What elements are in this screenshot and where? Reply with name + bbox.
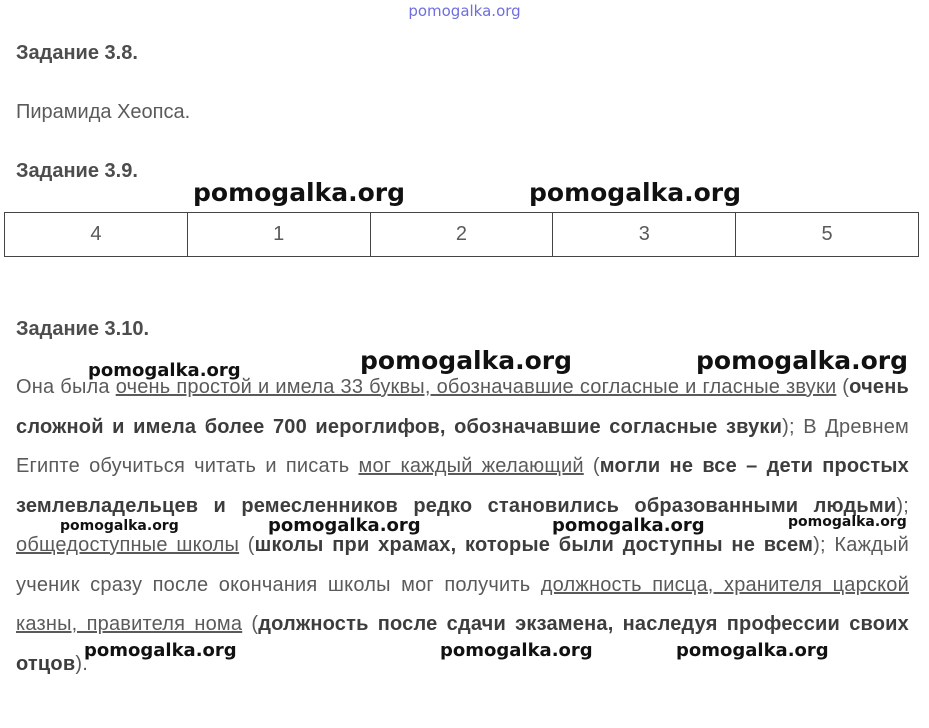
watermark: pomogalka.org [88,360,241,381]
watermark: pomogalka.org [360,346,573,375]
text-run: ( [239,534,255,556]
top-watermark: pomogalka.org [408,2,521,20]
bold-phrase: очень сложной и имела более 700 иероглифов, обозначавшие согласные звуки [16,376,909,438]
watermark: pomogalka.org [696,346,909,375]
answer-cell: 4 [5,213,188,257]
text-run: ); Каждый ученик сразу после окончания школы мог получить [16,534,909,596]
answer-row [5,213,919,257]
watermark: pomogalka.org [440,640,593,661]
watermark: pomogalka.org [676,640,829,661]
task-3-8-heading: Задание 3.8. [16,42,138,64]
text-run: Она была [16,376,116,398]
watermark: pomogalka.org [60,518,179,534]
text-run: ( [836,376,850,398]
task-3-8-answer: Пирамида Хеопса. [16,101,191,123]
text-run: ); [896,494,909,517]
task-3-10-heading: Задание 3.10. [16,318,150,340]
answer-cell: 5 [736,213,919,257]
watermark: pomogalka.org [268,515,421,536]
bold-phrase: школы при храмах, которые были доступны не всем [254,534,814,556]
watermark: pomogalka.org [529,178,742,207]
bold-phrase: могли не все – дети простых землевладельцев и ремесленников редко становились образованными людьми [16,455,910,517]
answer-cell: 2 [370,213,553,257]
underlined-phrase: мог каждый желающий [358,455,584,477]
answer-cell: 1 [187,213,370,257]
watermark: pomogalka.org [552,515,705,536]
text-run: ); В Древнем Египте обучиться читать и писать [16,415,909,477]
underlined-phrase: общедоступные школы [16,534,240,556]
watermark: pomogalka.org [788,514,907,530]
watermark: pomogalka.org [193,178,406,207]
answer-table [4,212,919,257]
bold-phrase: должность после сдачи экзамена, наследуя профессии своих отцов [16,613,909,675]
text-run: ). [75,652,88,675]
task-3-9-heading: Задание 3.9. [16,160,138,182]
underlined-phrase: должность писца, хранителя царской казны, правителя нома [16,573,909,635]
text-run: ( [583,455,600,477]
underlined-phrase: очень простой и имела 33 буквы, обозначавшие согласные и гласные звуки [115,376,837,398]
watermark: pomogalka.org [84,640,237,661]
answer-cell: 3 [553,213,736,257]
text-run: ( [242,613,259,635]
